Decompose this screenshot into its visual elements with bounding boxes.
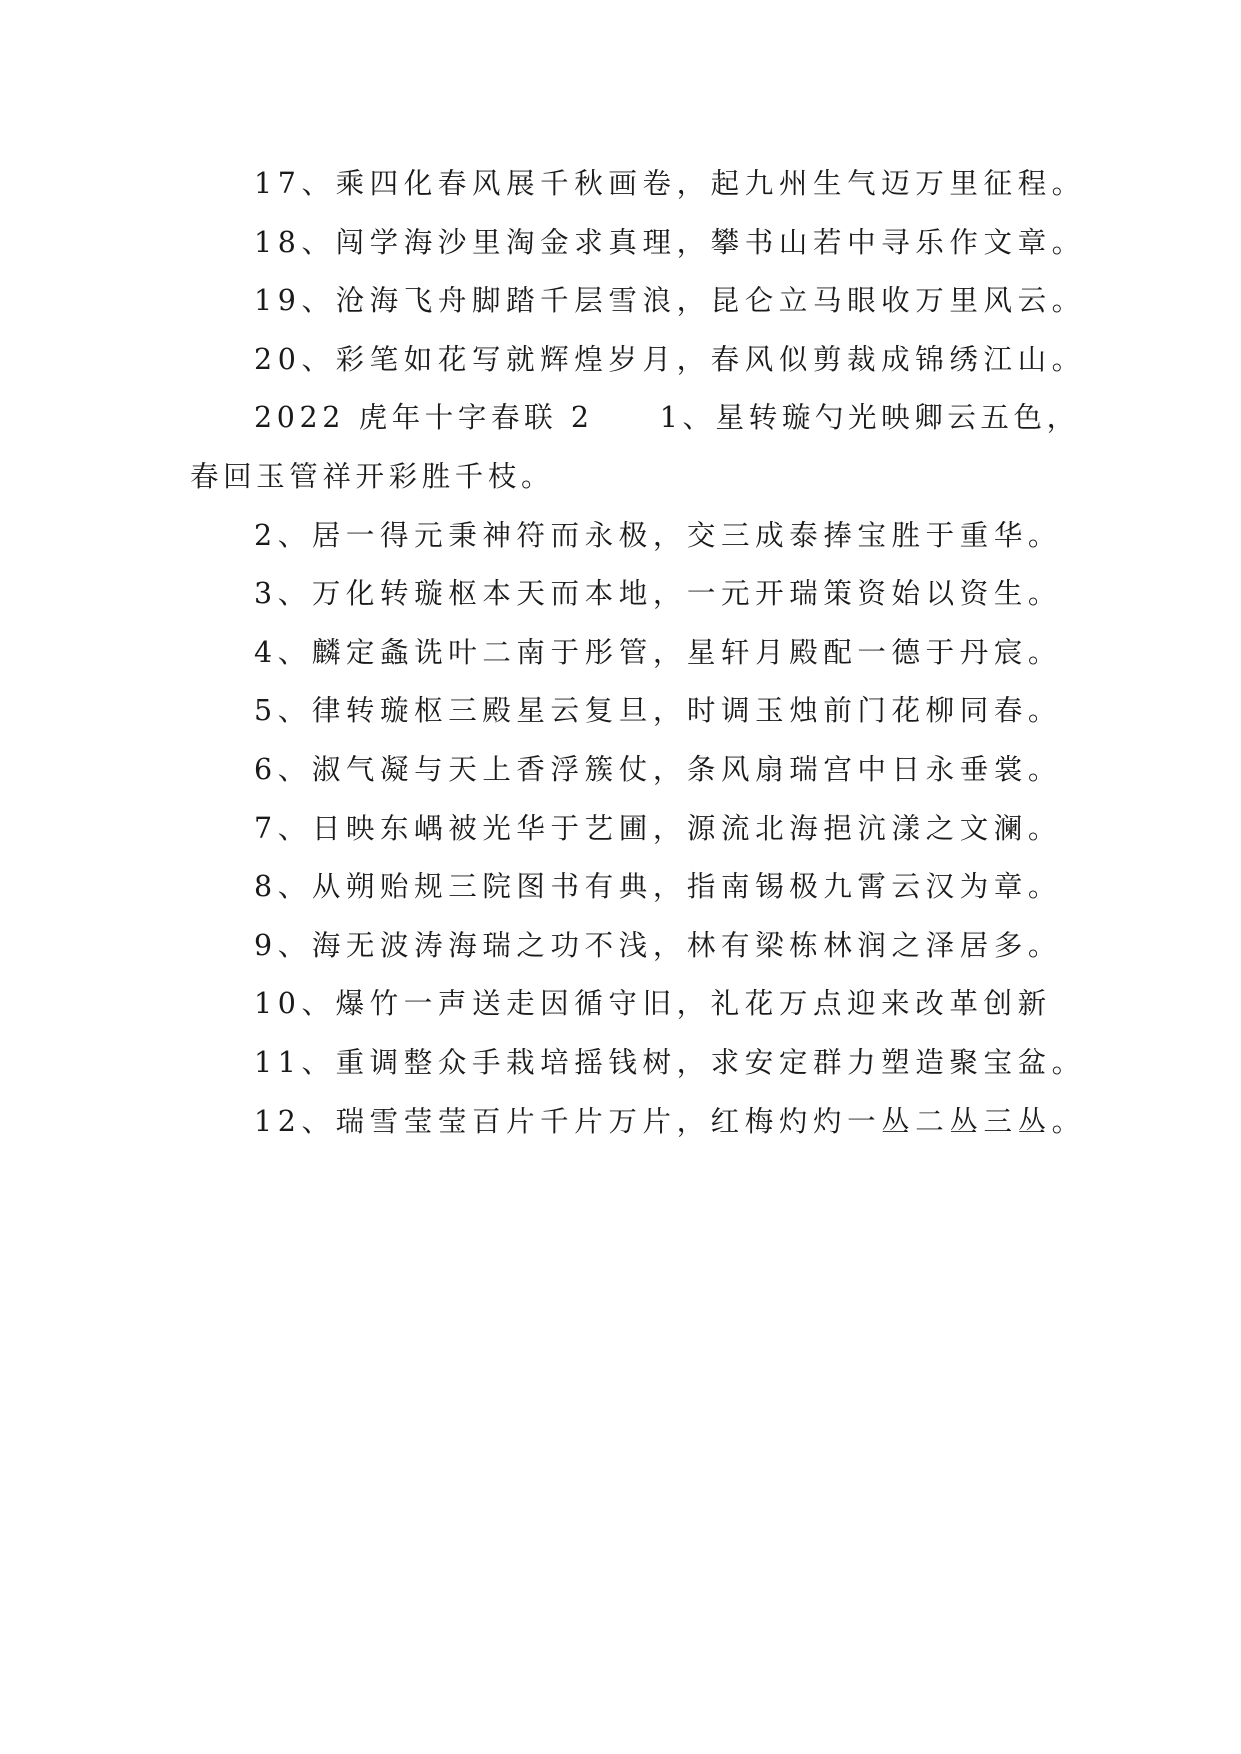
couplet-line-4: 4、麟定螽诜叶二南于彤管，星轩月殿配一德于丹宸。: [254, 635, 1063, 669]
document-body: [190, 155, 1090, 1151]
couplet-line-11: 11、重调整众手栽培摇钱树，求安定群力塑造聚宝盆。: [254, 1045, 1086, 1079]
couplet-line-2: 2、居一得元秉神符而永极，交三成泰捧宝胜于重华。: [254, 518, 1063, 552]
couplet-line-6: 6、淑气凝与天上香浮簇仗，条风扇瑞宫中日永垂裳。: [254, 752, 1063, 786]
couplet-line-8: 8、从朔贻规三院图书有典，指南锡极九霄云汉为章。: [254, 870, 1063, 904]
couplet-line-20: 20、彩笔如花写就辉煌岁月，春风似剪裁成锦绣江山。: [254, 342, 1086, 376]
section-heading-and-couplet-1: 2022 虎年十字春联 2 1、星转璇勺光映卿云五色，春回玉管祥开彩胜千枝。: [190, 401, 1080, 493]
couplet-line-17: 17、乘四化春风展千秋画卷，起九州生气迈万里征程。: [254, 167, 1086, 200]
couplet-line-19: 19、沧海飞舟脚踏千层雪浪，昆仑立马眼收万里风云。: [254, 284, 1086, 318]
couplet-line-7: 7、日映东嵎被光华于艺圃，源流北海挹沆漾之文澜。: [254, 811, 1063, 845]
couplet-line-5: 5、律转璇枢三殿星云复旦，时调玉烛前门花柳同春。: [254, 694, 1063, 728]
couplet-line-9: 9、海无波涛海瑞之功不浅，林有梁栋林润之泽居多。: [254, 928, 1063, 962]
couplet-line-10: 10、爆竹一声送走因循守旧，礼花万点迎来改革创新: [254, 987, 1052, 1021]
couplet-line-3: 3、万化转璇枢本天而本地，一元开瑞策资始以资生。: [254, 577, 1063, 611]
couplet-line-12: 12、瑞雪莹莹百片千片万片，红梅灼灼一丛二丛三丛。: [254, 1104, 1086, 1138]
couplet-line-18: 18、闯学海沙里淘金求真理，攀书山若中寻乐作文章。: [254, 225, 1086, 259]
